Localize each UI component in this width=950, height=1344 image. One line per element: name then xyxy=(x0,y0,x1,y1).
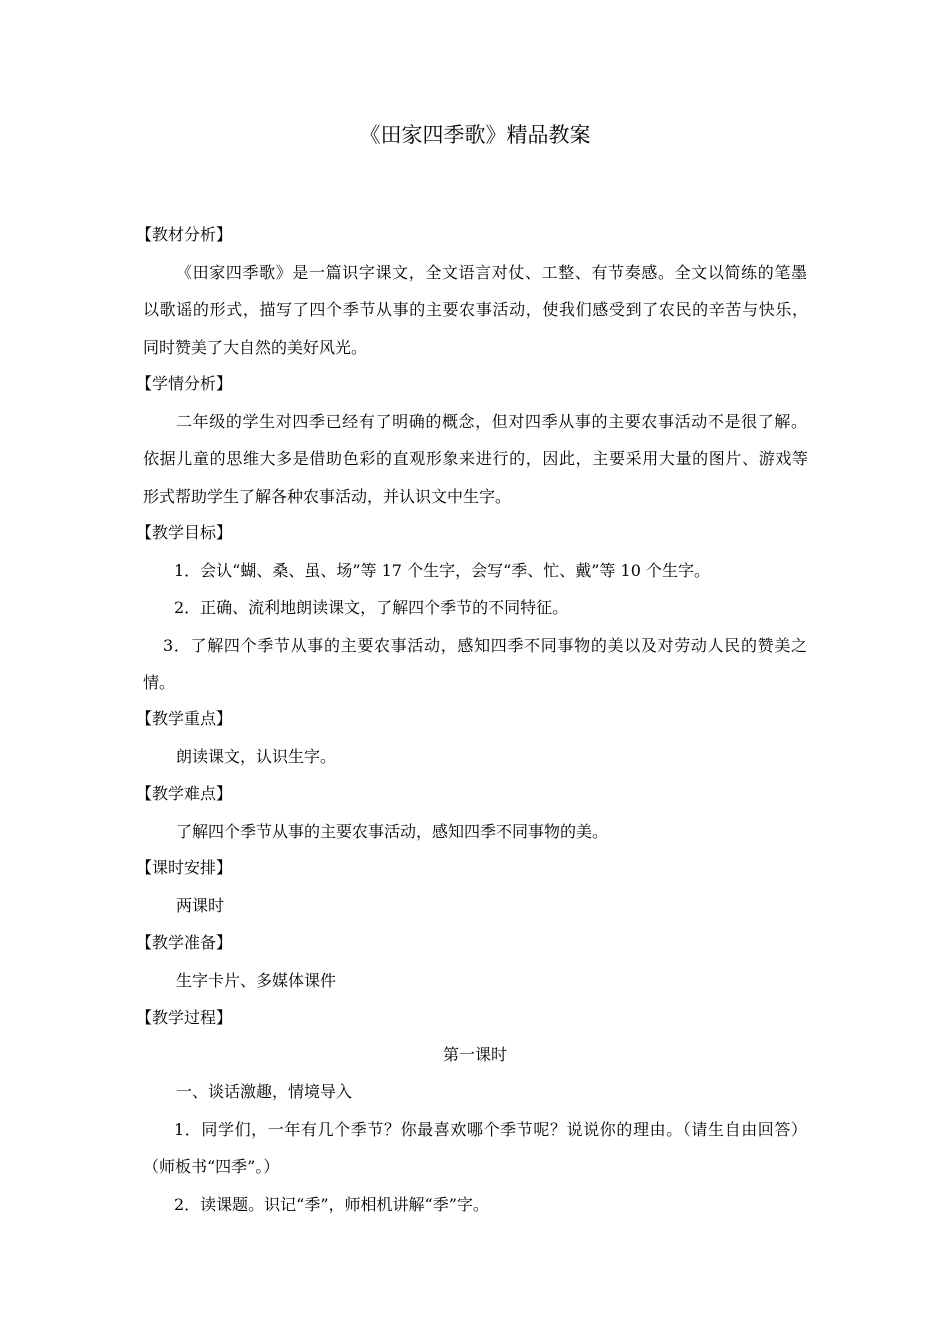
section-heading-preparation: 【教学准备】 xyxy=(136,933,233,952)
preparation-text: 生字卡片、多媒体课件 xyxy=(176,971,337,990)
paragraph-line: 形式帮助学生了解各种农事活动，并认识文中生字。 xyxy=(143,487,512,506)
paragraph-line: 《田家四季歌》是一篇识字课文，全文语言对仗、工整、有节奏感。全文以简练的笔墨 xyxy=(176,263,807,282)
process-item-continued: （师板书“四季”。） xyxy=(143,1157,280,1176)
key-points-text: 朗读课文，认识生字。 xyxy=(176,747,337,766)
section-heading-schedule: 【课时安排】 xyxy=(136,858,233,877)
paragraph-line: 依据儿童的思维大多是借助色彩的直观形象来进行的，因此，主要采用大量的图片、游戏等 xyxy=(143,449,808,468)
paragraph-line: 同时赞美了大自然的美好风光。 xyxy=(143,338,368,357)
difficulties-text: 了解四个季节从事的主要农事活动，感知四季不同事物的美。 xyxy=(176,822,609,841)
section-heading-difficulties: 【教学难点】 xyxy=(136,784,233,803)
process-item: 2．读课题。识记“季”，师相机讲解“季”字。 xyxy=(174,1195,489,1214)
section-heading-textbook-analysis: 【教材分析】 xyxy=(136,225,233,244)
section-heading-objectives: 【教学目标】 xyxy=(136,523,233,542)
objective-item: 1．会认“蝴、桑、虽、场”等 17 个生字，会写“季、忙、戴”等 10 个生字。 xyxy=(174,561,710,580)
objective-item: 3．了解四个季节从事的主要农事活动，感知四季不同事物的美以及对劳动人民的赞美之 xyxy=(163,636,807,655)
process-item: 1．同学们，一年有几个季节？你最喜欢哪个季节呢？说说你的理由。（请生自由回答） xyxy=(174,1120,807,1139)
section-heading-process: 【教学过程】 xyxy=(136,1008,233,1027)
lesson-title: 第一课时 xyxy=(442,1045,507,1064)
objective-item-continued: 情。 xyxy=(143,673,176,692)
section-heading-student-analysis: 【学情分析】 xyxy=(136,374,233,393)
paragraph-line: 以歌谣的形式，描写了四个季节从事的主要农事活动，使我们感受到了农民的辛苦与快乐， xyxy=(143,300,808,319)
document-title: 《田家四季歌》精品教案 xyxy=(359,123,591,147)
step-title: 一、谈话激趣，情境导入 xyxy=(176,1082,353,1101)
section-heading-key-points: 【教学重点】 xyxy=(136,709,233,728)
objective-item: 2．正确、流利地朗读课文，了解四个季节的不同特征。 xyxy=(174,598,569,617)
paragraph-line: 二年级的学生对四季已经有了明确的概念，但对四季从事的主要农事活动不是很了解。 xyxy=(176,412,807,431)
schedule-text: 两课时 xyxy=(176,896,225,915)
